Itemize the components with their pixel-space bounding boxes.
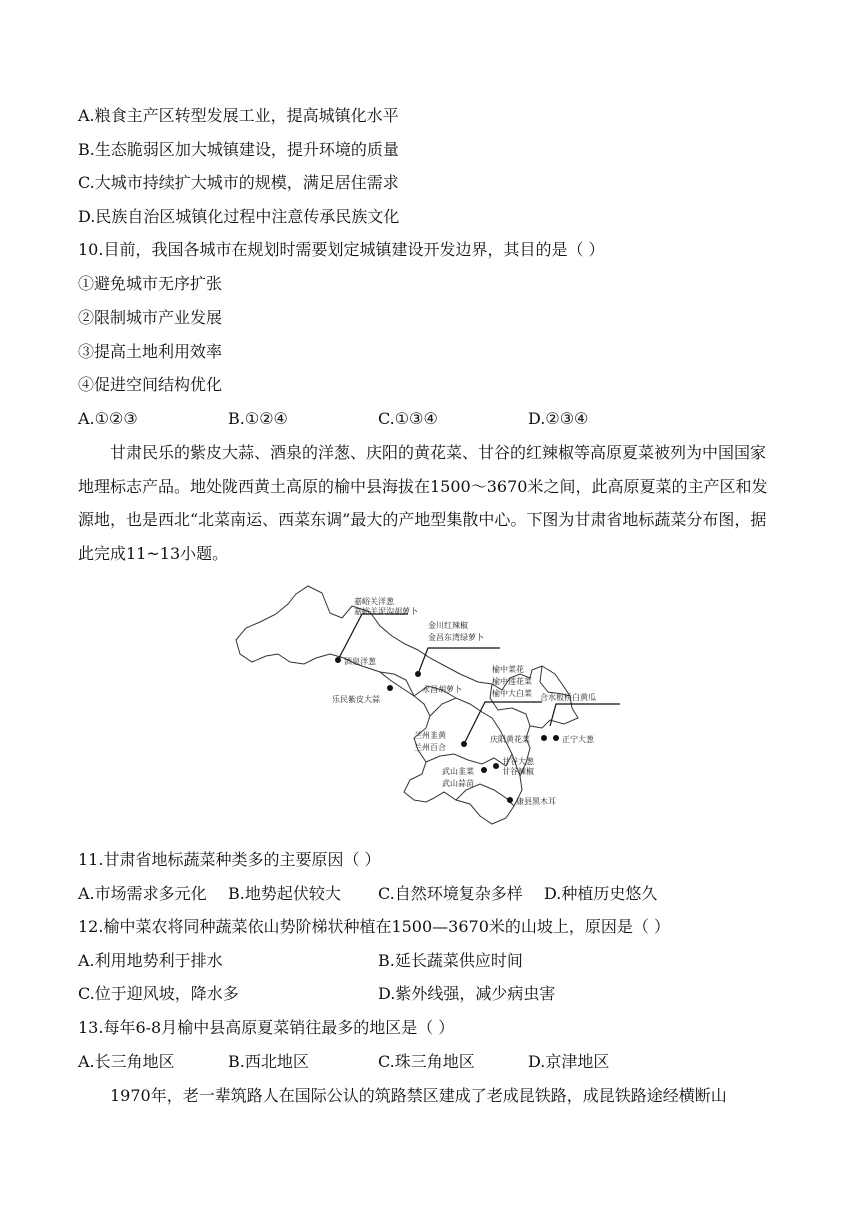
q12-option-b: B.延长蔬菜供应时间 (378, 951, 523, 970)
q13-option-a: A.长三角地区 (78, 1052, 175, 1071)
q13-option-d: D.京津地区 (528, 1052, 610, 1071)
q13-option-b: B.西北地区 (228, 1052, 309, 1071)
q9-option-c: C.大城市持续扩大城市的规模，满足居住需求 (78, 173, 399, 192)
gangu-dot (493, 763, 499, 769)
jiayuguan-label-2: 嘉峪关泥沟胡萝卜 (354, 607, 418, 616)
lanzhou-label-2: 兰州百合 (414, 743, 446, 752)
q10-stem: 10.目前，我国各城市在规划时需要划定城镇建设开发边界，其目的是（ ） (78, 240, 605, 259)
q9-option-b: B.生态脆弱区加大城镇建设，提升环境的质量 (78, 140, 399, 159)
yongchang-label: 永昌胡萝卜 (422, 685, 462, 694)
qingyang-dot (541, 735, 547, 741)
q10-item-1: ①避免城市无序扩张 (78, 274, 223, 293)
lanzhou-dot (461, 741, 467, 747)
passage-chengkun-railway: 1970年，老一辈筑路人在国际公认的筑路禁区建成了老成昆铁路，成昆铁路途经横断山 (110, 1086, 727, 1105)
q12-option-a: A.利用地势利于排水 (78, 951, 223, 970)
gangu-label-1: 甘谷大葱 (502, 757, 534, 766)
q10-item-3: ③提高土地利用效率 (78, 342, 223, 361)
q9-option-d: D.民族自治区城镇化过程中注意传承民族文化 (78, 207, 400, 226)
q10-option-b: B.①②④ (228, 409, 288, 428)
q11-option-c: C.自然环境复杂多样 (378, 884, 523, 903)
q11-option-a: A.市场需求多元化 (78, 884, 207, 903)
gansu-outline (236, 586, 578, 824)
minle-label: 乐民紫皮大蒜 (332, 695, 380, 704)
zhengning-dot (553, 735, 559, 741)
lanzhou-label-1: 兰州韭黄 (414, 731, 446, 740)
q11-option-d: D.种植历史悠久 (544, 884, 658, 903)
yuzhong-label-2: 榆中莲花菜 (492, 677, 532, 686)
q11-option-b: B.地势起伏较大 (228, 884, 341, 903)
jiuquan-label: 酒泉洋葱 (344, 657, 376, 666)
yuzhong-label-3: 榆中大白菜 (492, 689, 532, 698)
wushan-label-1: 武山韭菜 (442, 767, 474, 776)
heshui-label: 合水板桥白黄瓜 (540, 693, 596, 702)
q10-item-2: ②限制城市产业发展 (78, 308, 223, 327)
q12-option-d: D.紫外线强，减少病虫害 (378, 984, 556, 1003)
gansu-vegetable-map (230, 578, 630, 828)
q12-option-c: C.位于迎风坡，降水多 (78, 984, 239, 1003)
passage-gansu-vegetables: 甘肃民乐的紫皮大蒜、酒泉的洋葱、庆阳的黄花菜、甘谷的红辣椒等高原夏菜被列为中国国家地理标志产品。地处陇西黄土高原的榆中县海拔在1500～3670米之间，此高原夏菜的主产区和发源地，也是西北“北菜南运、西菜东调”最大的产地型集散中心。下图为甘肃省地标蔬菜分布图，据此完成11~13小题。 (78, 443, 768, 563)
jinchang-label-2: 金昌东湾绿萝卜 (428, 633, 484, 642)
zhengning-label: 正宁大葱 (562, 735, 594, 744)
minle-dot (387, 685, 393, 691)
q13-option-c: C.珠三角地区 (378, 1052, 475, 1071)
jiayuguan-label-1: 嘉峪关洋葱 (354, 597, 394, 606)
kangxian-label: 康县黑木耳 (516, 797, 556, 806)
yongchang-dot (415, 671, 421, 677)
q10-option-d: D.②③④ (528, 409, 589, 428)
jinchang-label-1: 金川红辣椒 (428, 621, 468, 630)
jiuquan-dot (335, 657, 341, 663)
wushan-label-2: 武山蒜苗 (442, 779, 474, 788)
q13-stem: 13.每年6-8月榆中县高原夏菜销往最多的地区是（ ） (78, 1018, 455, 1037)
q11-stem: 11.甘肃省地标蔬菜种类多的主要原因（ ） (78, 850, 381, 869)
kangxian-dot (507, 797, 513, 803)
q10-option-c: C.①③④ (378, 409, 438, 428)
q10-item-4: ④促进空间结构优化 (78, 375, 223, 394)
q10-option-a: A.①②③ (78, 409, 138, 428)
q9-option-a: A.粮食主产区转型发展工业，提高城镇化水平 (78, 106, 399, 125)
gangu-label-2: 甘谷辣椒 (502, 767, 534, 776)
wushan-dot (481, 767, 487, 773)
q12-stem: 12.榆中菜农将同种蔬菜依山势阶梯状种植在1500—3670米的山坡上，原因是（ ） (78, 917, 670, 936)
qingyang-label: 庆阳黄花菜 (490, 735, 530, 744)
yuzhong-label-1: 榆中菜花 (492, 665, 524, 674)
